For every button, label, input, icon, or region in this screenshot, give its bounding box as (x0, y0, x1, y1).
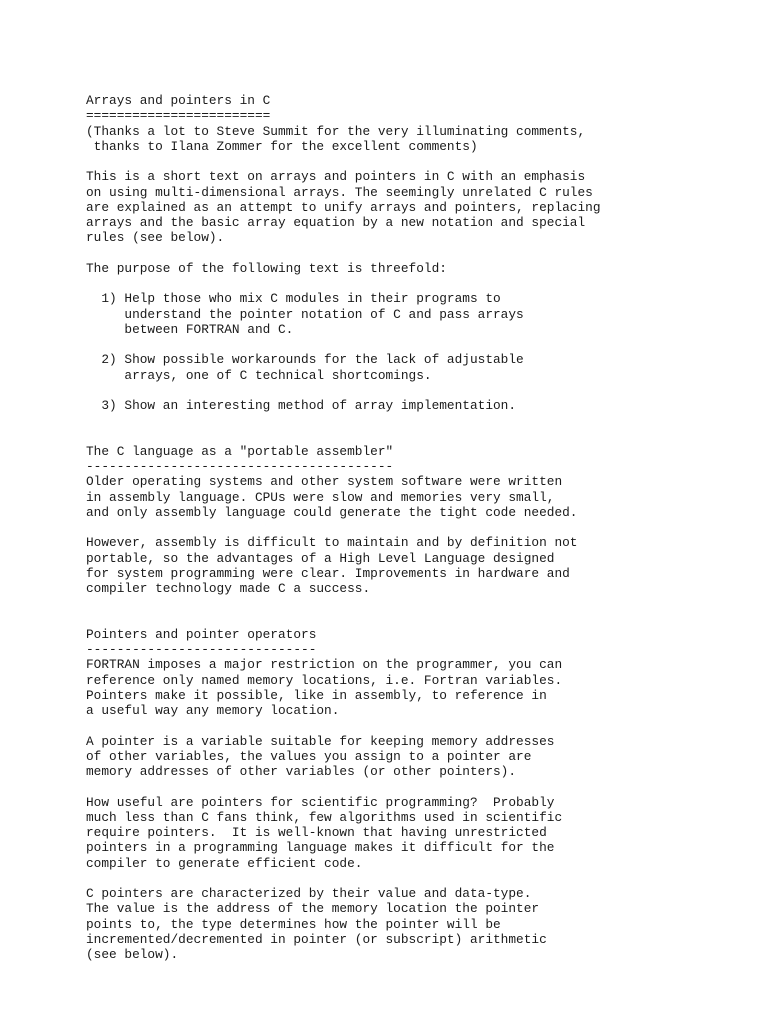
text-line: Arrays and pointers in C (86, 93, 271, 108)
text-line: reference only named memory locations, i.e. Fortran variables. (86, 672, 563, 688)
text-line: compiler to generate efficient code. (86, 855, 363, 871)
text-line: a useful way any memory location. (86, 703, 340, 718)
blank-line (86, 612, 746, 627)
text-line: compiler technology made C a success. (86, 581, 371, 596)
text-line: 3) Show an interesting method of array implementation. (86, 398, 517, 413)
text-line: Older operating systems and other system software were written (86, 474, 563, 490)
document-text (86, 93, 746, 962)
blank-line (86, 154, 746, 169)
text-line: on using multi-dimensional arrays. The seemingly unrelated C rules (86, 184, 593, 200)
text-line: memory addresses of other variables (or other pointers). (86, 764, 517, 779)
text-line: arrays, one of C technical shortcomings. (86, 367, 432, 383)
text-line: 1) Help those who mix C modules in their programs to (86, 291, 501, 307)
blank-line (86, 718, 746, 733)
text-line: portable, so the advantages of a High Level Language designed (86, 550, 555, 566)
text-line: 2) Show possible workarounds for the lack of adjustable (86, 352, 524, 368)
text-line: ------------------------------ (86, 642, 317, 657)
blank-line (86, 520, 746, 535)
blank-line (86, 871, 746, 886)
text-line: (Thanks a lot to Steve Summit for the very illuminating comments, (86, 123, 586, 139)
text-line: This is a short text on arrays and pointers in C with an emphasis (86, 169, 586, 185)
text-line: Pointers make it possible, like in assembly, to reference in (86, 687, 547, 703)
text-line: pointers in a programming language makes it difficult for the (86, 840, 555, 856)
text-line: incremented/decremented in pointer (or subscript) arithmetic (86, 931, 547, 947)
text-line: How useful are pointers for scientific programming? Probably (86, 794, 555, 810)
blank-line (86, 337, 746, 352)
text-line: understand the pointer notation of C and pass arrays (86, 306, 524, 322)
text-line: A pointer is a variable suitable for keeping memory addresses (86, 733, 555, 749)
blank-line (86, 383, 746, 398)
text-line: are explained as an attempt to unify arrays and pointers, replacing (86, 199, 601, 215)
text-line: FORTRAN imposes a major restriction on the programmer, you can (86, 657, 563, 673)
text-line: ======================== (86, 108, 271, 124)
text-line: However, assembly is difficult to maintain and by definition not (86, 535, 578, 551)
text-line: of other variables, the values you assign to a pointer are (86, 748, 532, 764)
text-line: in assembly language. CPUs were slow and memories very small, (86, 489, 555, 505)
text-line: (see below). (86, 947, 179, 962)
text-line: much less than C fans think, few algorithms used in scientific (86, 809, 563, 825)
text-line: arrays and the basic array equation by a new notation and special (86, 215, 586, 230)
text-line: Pointers and pointer operators (86, 626, 317, 642)
text-line: and only assembly language could generate the tight code needed. (86, 504, 578, 520)
text-line: rules (see below). (86, 230, 225, 246)
blank-line (86, 429, 746, 444)
text-line: The value is the address of the memory location the pointer (86, 901, 540, 917)
text-line: thanks to Ilana Zommer for the excellent comments) (86, 138, 478, 154)
blank-line (86, 246, 746, 261)
text-line: points to, the type determines how the pointer will be (86, 916, 501, 932)
blank-line (86, 276, 746, 291)
text-line: for system programming were clear. Improvements in hardware and (86, 565, 570, 581)
blank-line (86, 413, 746, 428)
text-line: between FORTRAN and C. (86, 321, 294, 337)
text-line: require pointers. It is well-known that having unrestricted (86, 825, 547, 840)
blank-line (86, 596, 746, 611)
text-line: The C language as a "portable assembler" (86, 443, 394, 459)
text-line: ---------------------------------------- (86, 459, 394, 474)
text-line: The purpose of the following text is threefold: (86, 260, 447, 276)
text-line: C pointers are characterized by their value and data-type. (86, 886, 532, 901)
blank-line (86, 779, 746, 794)
